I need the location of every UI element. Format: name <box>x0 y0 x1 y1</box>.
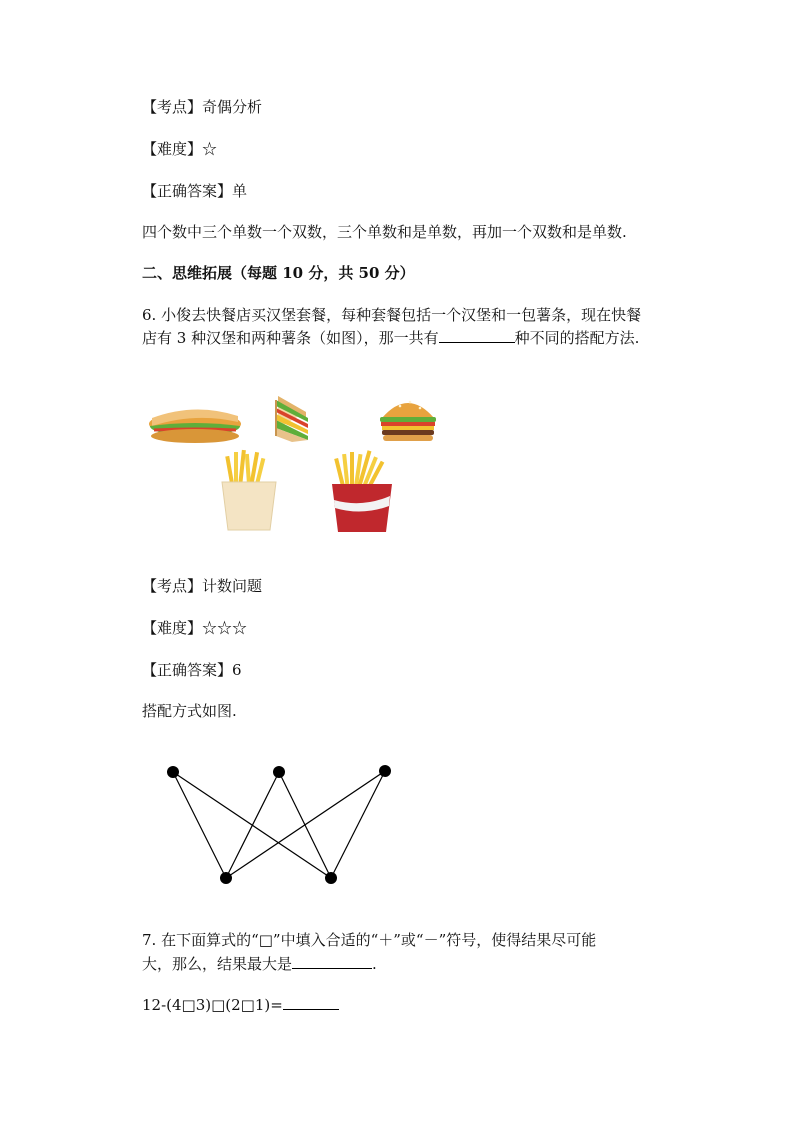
fries-cream-box-icon <box>222 450 276 530</box>
answer-blank <box>283 993 339 1010</box>
nandu-stars: ☆☆☆ <box>202 619 248 637</box>
q7-line2-b: . <box>372 955 377 973</box>
edge <box>226 771 385 878</box>
kaodian-label: 【考点】 <box>142 98 203 116</box>
q5-nandu-line <box>142 138 217 160</box>
answer-value: 单 <box>232 182 248 200</box>
nandu-label: 【难度】 <box>142 619 203 637</box>
answer-value: 6 <box>232 661 242 679</box>
burger-node <box>273 766 285 778</box>
kaodian-value: 计数问题 <box>202 577 263 595</box>
fries-red-box-icon <box>332 450 392 532</box>
nandu-label: 【难度】 <box>142 140 203 158</box>
q7-line1: 7. 在下面算式的“□”中填入合适的“＋”或“－”符号，使得结果尽可能 <box>142 931 597 949</box>
q6-nandu-line <box>142 617 247 639</box>
q6-answer-line <box>142 659 242 681</box>
q6-explanation: 搭配方式如图. <box>142 702 237 720</box>
q5-kaodian-line <box>142 96 262 118</box>
edge <box>226 772 279 878</box>
sub-sandwich-icon <box>149 409 241 443</box>
q5-explanation: 四个数中三个单数一个双数，三个单数和是单数，再加一个双数和是单数. <box>142 223 627 241</box>
pairing-diagram <box>150 755 400 895</box>
fries-node <box>325 872 337 884</box>
burger-node <box>167 766 179 778</box>
q7-line2 <box>142 952 377 975</box>
hamburger-icon <box>380 401 436 441</box>
kaodian-label: 【考点】 <box>142 577 203 595</box>
q7-formula-line <box>142 993 339 1016</box>
answer-label: 【正确答案】 <box>142 182 233 200</box>
q6-line1: 6. 小俊去快餐店买汉堡套餐，每种套餐包括一个汉堡和一包薯条，现在快餐 <box>142 306 642 324</box>
answer-blank <box>439 326 515 343</box>
q5-answer-line <box>142 180 247 202</box>
edge <box>331 771 385 878</box>
answer-blank <box>292 952 372 969</box>
q6-kaodian-line <box>142 575 262 597</box>
q7-formula: 12-(4□3)□(2□1)= <box>142 996 283 1014</box>
kaodian-value: 奇偶分析 <box>202 98 263 116</box>
q6-line2-a: 店有 3 种汉堡和两种薯条（如图），那一共有 <box>142 329 439 347</box>
burger-node <box>379 765 391 777</box>
q7-line2-a: 大，那么，结果最大是 <box>142 955 293 973</box>
club-sandwich-icon <box>276 396 308 442</box>
edge <box>173 772 226 878</box>
answer-label: 【正确答案】 <box>142 661 233 679</box>
section-heading: 二、思维拓展（每题 10 分，共 50 分） <box>142 264 415 282</box>
q6-line2-b: 种不同的搭配方法. <box>514 329 640 347</box>
fries-node <box>220 872 232 884</box>
food-illustration <box>140 382 460 542</box>
q6-line2 <box>142 326 639 349</box>
nandu-stars: ☆ <box>202 140 218 158</box>
